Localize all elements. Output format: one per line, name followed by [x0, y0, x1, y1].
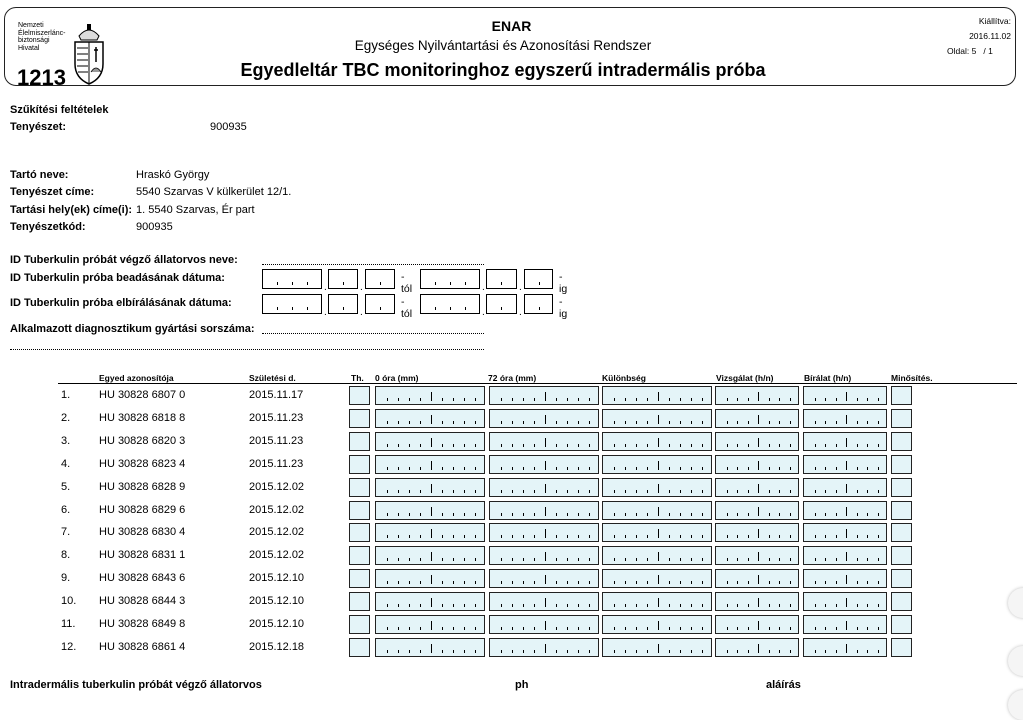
animal-id: HU 30828 6829 6	[99, 503, 186, 516]
72h-box[interactable]	[489, 569, 599, 588]
qualification-box[interactable]	[891, 546, 912, 565]
th-box[interactable]	[349, 546, 370, 565]
diff-box[interactable]	[602, 638, 712, 657]
page-number	[947, 46, 993, 56]
address-value: 5540 Szarvas V külkerület 12/1.	[136, 186, 292, 198]
birth-date: 2015.12.02	[249, 503, 305, 516]
diff-box[interactable]	[602, 569, 712, 588]
row-number: 4.	[61, 457, 71, 470]
birth-date: 2015.12.02	[249, 480, 305, 493]
table-row	[0, 590, 1023, 613]
issued-info	[931, 14, 1011, 44]
72h-box[interactable]	[489, 638, 599, 657]
th-box[interactable]	[349, 592, 370, 611]
farm-value: 900935	[210, 121, 247, 133]
72h-box[interactable]	[489, 455, 599, 474]
issued-date: 2016.11.02	[969, 31, 1011, 41]
date-dot: .	[519, 307, 522, 318]
birth-date: 2015.12.10	[249, 572, 305, 585]
date-dot: .	[360, 307, 363, 318]
judgement-box[interactable]	[803, 409, 887, 428]
animal-id: HU 30828 6849 8	[99, 618, 186, 630]
exam-box[interactable]	[715, 432, 799, 451]
exam-box[interactable]	[715, 523, 799, 542]
qualification-box[interactable]	[891, 615, 912, 634]
batch-number-label: Alkalmazott diagnosztikum gyártási sorszáma:	[10, 323, 255, 335]
birth-date: 2015.11.23	[249, 434, 304, 447]
day-box[interactable]	[524, 269, 553, 289]
exam-box[interactable]	[715, 592, 799, 611]
admin-date-label: ID Tuberkulin próba beadásának dátuma:	[10, 272, 225, 284]
system-name: Egységes Nyilvántartási és Azonosítási Rendszer	[354, 38, 652, 53]
row-number: 9.	[61, 572, 71, 585]
th-box[interactable]	[349, 409, 370, 428]
exam-box[interactable]	[715, 455, 799, 474]
diff-box[interactable]	[602, 592, 712, 611]
date-dot: .	[482, 282, 485, 293]
row-number: 10.	[61, 595, 77, 608]
diff-box[interactable]	[602, 409, 712, 428]
office-code: 1213	[17, 65, 66, 90]
day-box[interactable]	[365, 269, 395, 289]
year-box[interactable]	[420, 269, 480, 289]
exam-box[interactable]	[715, 638, 799, 657]
keeper-value: Hraskó György	[136, 169, 210, 181]
exam-box[interactable]	[715, 386, 799, 405]
col-header-id: Egyed azonosítója	[99, 373, 174, 383]
th-box[interactable]	[349, 432, 370, 451]
agency-line: Hivatal	[18, 44, 40, 52]
keeper-label: Tartó neve:	[10, 169, 69, 181]
birth-date: 2015.11.23	[249, 457, 304, 470]
0h-box[interactable]	[375, 432, 485, 451]
qualification-box[interactable]	[891, 478, 912, 497]
72h-box[interactable]	[489, 432, 599, 451]
0h-box[interactable]	[375, 569, 485, 588]
0h-box[interactable]	[375, 501, 485, 520]
judgement-box[interactable]	[803, 546, 887, 565]
table-row	[0, 430, 1023, 453]
qualification-box[interactable]	[891, 501, 912, 520]
diff-box[interactable]	[602, 455, 712, 474]
qualification-box[interactable]	[891, 386, 912, 405]
issued-label: Kiállítva:	[978, 16, 1011, 26]
col-header-judgement: Bírálat (h/n)	[804, 373, 852, 383]
table-row	[0, 613, 1023, 636]
exam-box[interactable]	[715, 409, 799, 428]
farm-code-value: 900935	[136, 221, 173, 233]
exam-box[interactable]	[715, 478, 799, 497]
animal-id: HU 30828 6830 4	[99, 526, 186, 539]
qualification-box[interactable]	[891, 638, 912, 657]
col-header-diff: Különbség	[602, 373, 646, 383]
diff-box[interactable]	[602, 501, 712, 520]
th-box[interactable]	[349, 455, 370, 474]
0h-box[interactable]	[375, 386, 485, 405]
birth-date: 2015.11.17	[249, 389, 304, 401]
date-dot: .	[519, 282, 522, 293]
table-row	[0, 384, 1023, 407]
row-number: 3.	[61, 434, 71, 447]
qualification-box[interactable]	[891, 455, 912, 474]
0h-box[interactable]	[375, 523, 485, 542]
diff-box[interactable]	[602, 386, 712, 405]
system-acronym: ENAR	[491, 18, 532, 34]
year-box[interactable]	[420, 294, 480, 314]
row-number: 11.	[61, 618, 76, 630]
th-box[interactable]	[349, 638, 370, 657]
col-header-th: Th.	[351, 373, 364, 383]
animal-id: HU 30828 6861 4	[99, 640, 186, 653]
table-row	[0, 499, 1023, 522]
col-header-0h: 0 óra (mm)	[375, 373, 419, 383]
th-box[interactable]	[349, 478, 370, 497]
row-number: 2.	[61, 411, 71, 424]
animal-id: HU 30828 6823 4	[99, 457, 186, 470]
exam-box[interactable]	[715, 615, 799, 634]
animal-id: HU 30828 6831 1	[99, 549, 186, 562]
qualification-box[interactable]	[891, 409, 912, 428]
animal-id: HU 30828 6843 6	[99, 572, 186, 585]
th-box[interactable]	[349, 501, 370, 520]
th-box[interactable]	[349, 523, 370, 542]
from-suffix: -tól	[401, 271, 413, 295]
0h-box[interactable]	[375, 638, 485, 657]
judgement-box[interactable]	[803, 478, 887, 497]
farm-label: Tenyészet:	[10, 121, 67, 133]
birth-date: 2015.12.18	[249, 640, 305, 653]
col-header-exam: Vizsgálat (h/n)	[716, 373, 774, 383]
0h-box[interactable]	[375, 478, 485, 497]
table-row	[0, 567, 1023, 590]
qualification-box[interactable]	[891, 569, 912, 588]
0h-box[interactable]	[375, 409, 485, 428]
footer-vet-label: Intradermális tuberkulin próbát végző állatorvos	[10, 679, 262, 691]
extra-line[interactable]	[10, 349, 484, 350]
row-number: 6.	[61, 503, 71, 516]
agency-line: Élelmiszerlánc-	[18, 29, 66, 37]
th-box[interactable]	[349, 569, 370, 588]
from-suffix: -tól	[401, 296, 413, 320]
th-box[interactable]	[349, 386, 370, 405]
judgement-box[interactable]	[803, 615, 887, 634]
sites-value: 1. 5540 Szarvas, Ér part	[136, 204, 255, 216]
birth-date: 2015.12.10	[249, 595, 305, 608]
72h-box[interactable]	[489, 523, 599, 542]
72h-box[interactable]	[489, 592, 599, 611]
month-box[interactable]	[328, 269, 358, 289]
0h-box[interactable]	[375, 455, 485, 474]
date-dot: .	[482, 307, 485, 318]
page-label: Oldal: 5	[947, 46, 977, 56]
table-row	[0, 544, 1023, 567]
diff-box[interactable]	[602, 523, 712, 542]
to-suffix: -ig	[559, 296, 568, 320]
day-box[interactable]	[365, 294, 395, 314]
table-row	[0, 453, 1023, 476]
day-box[interactable]	[524, 294, 553, 314]
table-row	[0, 407, 1023, 430]
birth-date: 2015.12.10	[249, 618, 305, 630]
address-label: Tenyészet címe:	[10, 186, 95, 198]
row-number: 7.	[61, 526, 71, 539]
batch-number-line[interactable]	[262, 333, 484, 334]
table-row	[0, 521, 1023, 544]
col-header-qualification: Minősítés.	[891, 373, 933, 383]
diff-box[interactable]	[602, 546, 712, 565]
animal-id: HU 30828 6807 0	[99, 389, 186, 401]
date-dot: .	[360, 282, 363, 293]
row-number: 5.	[61, 480, 71, 493]
eval-date-label: ID Tuberkulin próba elbírálásának dátuma:	[10, 297, 232, 309]
col-header-birth: Születési d.	[249, 373, 296, 383]
judgement-box[interactable]	[803, 455, 887, 474]
judgement-box[interactable]	[803, 592, 887, 611]
row-number: 1.	[61, 389, 71, 401]
page-total: / 1	[983, 46, 993, 56]
judgement-box[interactable]	[803, 523, 887, 542]
fit-page-button[interactable]	[1008, 690, 1023, 720]
month-box[interactable]	[486, 294, 517, 314]
agency-line: Nemzeti	[18, 22, 44, 29]
th-box[interactable]	[349, 615, 370, 634]
animal-id: HU 30828 6844 3	[99, 595, 186, 608]
year-box[interactable]	[262, 294, 322, 314]
month-box[interactable]	[328, 294, 358, 314]
year-box[interactable]	[262, 269, 322, 289]
birth-date: 2015.12.02	[249, 549, 305, 562]
table-row	[0, 476, 1023, 499]
row-number: 8.	[61, 549, 71, 562]
judgement-box[interactable]	[803, 432, 887, 451]
72h-box[interactable]	[489, 501, 599, 520]
farm-code-label: Tenyészetkód:	[10, 221, 86, 233]
judgement-box[interactable]	[803, 501, 887, 520]
72h-box[interactable]	[489, 546, 599, 565]
judgement-box[interactable]	[803, 386, 887, 405]
exam-box[interactable]	[715, 501, 799, 520]
judgement-box[interactable]	[803, 638, 887, 657]
diff-box[interactable]	[602, 432, 712, 451]
filter-heading: Szűkítési feltételek	[10, 104, 109, 116]
animal-id: HU 30828 6828 9	[99, 480, 186, 493]
birth-date: 2015.12.02	[249, 526, 305, 539]
judgement-box[interactable]	[803, 569, 887, 588]
exam-box[interactable]	[715, 569, 799, 588]
to-suffix: -ig	[559, 271, 568, 295]
qualification-box[interactable]	[891, 432, 912, 451]
animal-id: HU 30828 6820 3	[99, 434, 186, 447]
sites-label: Tartási hely(ek) címe(i):	[10, 204, 133, 216]
row-number: 12.	[61, 640, 77, 653]
birth-date: 2015.11.23	[249, 411, 304, 424]
footer-ph-label: ph	[515, 679, 529, 691]
0h-box[interactable]	[375, 615, 485, 634]
table-row	[0, 636, 1023, 659]
qualification-box[interactable]	[891, 523, 912, 542]
date-dot: .	[324, 307, 327, 318]
diff-box[interactable]	[602, 615, 712, 634]
vet-name-line[interactable]	[262, 264, 484, 265]
animal-id: HU 30828 6818 8	[99, 411, 186, 424]
document-title: Egyedleltár TBC monitoringhoz egyszerű intradermális próba	[240, 60, 766, 80]
vet-name-label: ID Tuberkulin próbát végző állatorvos neve:	[10, 254, 238, 266]
date-dot: .	[324, 282, 327, 293]
72h-box[interactable]	[489, 615, 599, 634]
qualification-box[interactable]	[891, 592, 912, 611]
month-box[interactable]	[486, 269, 517, 289]
72h-box[interactable]	[489, 386, 599, 405]
72h-box[interactable]	[489, 409, 599, 428]
col-header-72h: 72 óra (mm)	[488, 373, 537, 383]
0h-box[interactable]	[375, 546, 485, 565]
footer-sign-label: aláírás	[766, 679, 801, 691]
diff-box[interactable]	[602, 478, 712, 497]
72h-box[interactable]	[489, 478, 599, 497]
exam-box[interactable]	[715, 546, 799, 565]
0h-box[interactable]	[375, 592, 485, 611]
agency-line: biztonsági	[18, 37, 50, 44]
